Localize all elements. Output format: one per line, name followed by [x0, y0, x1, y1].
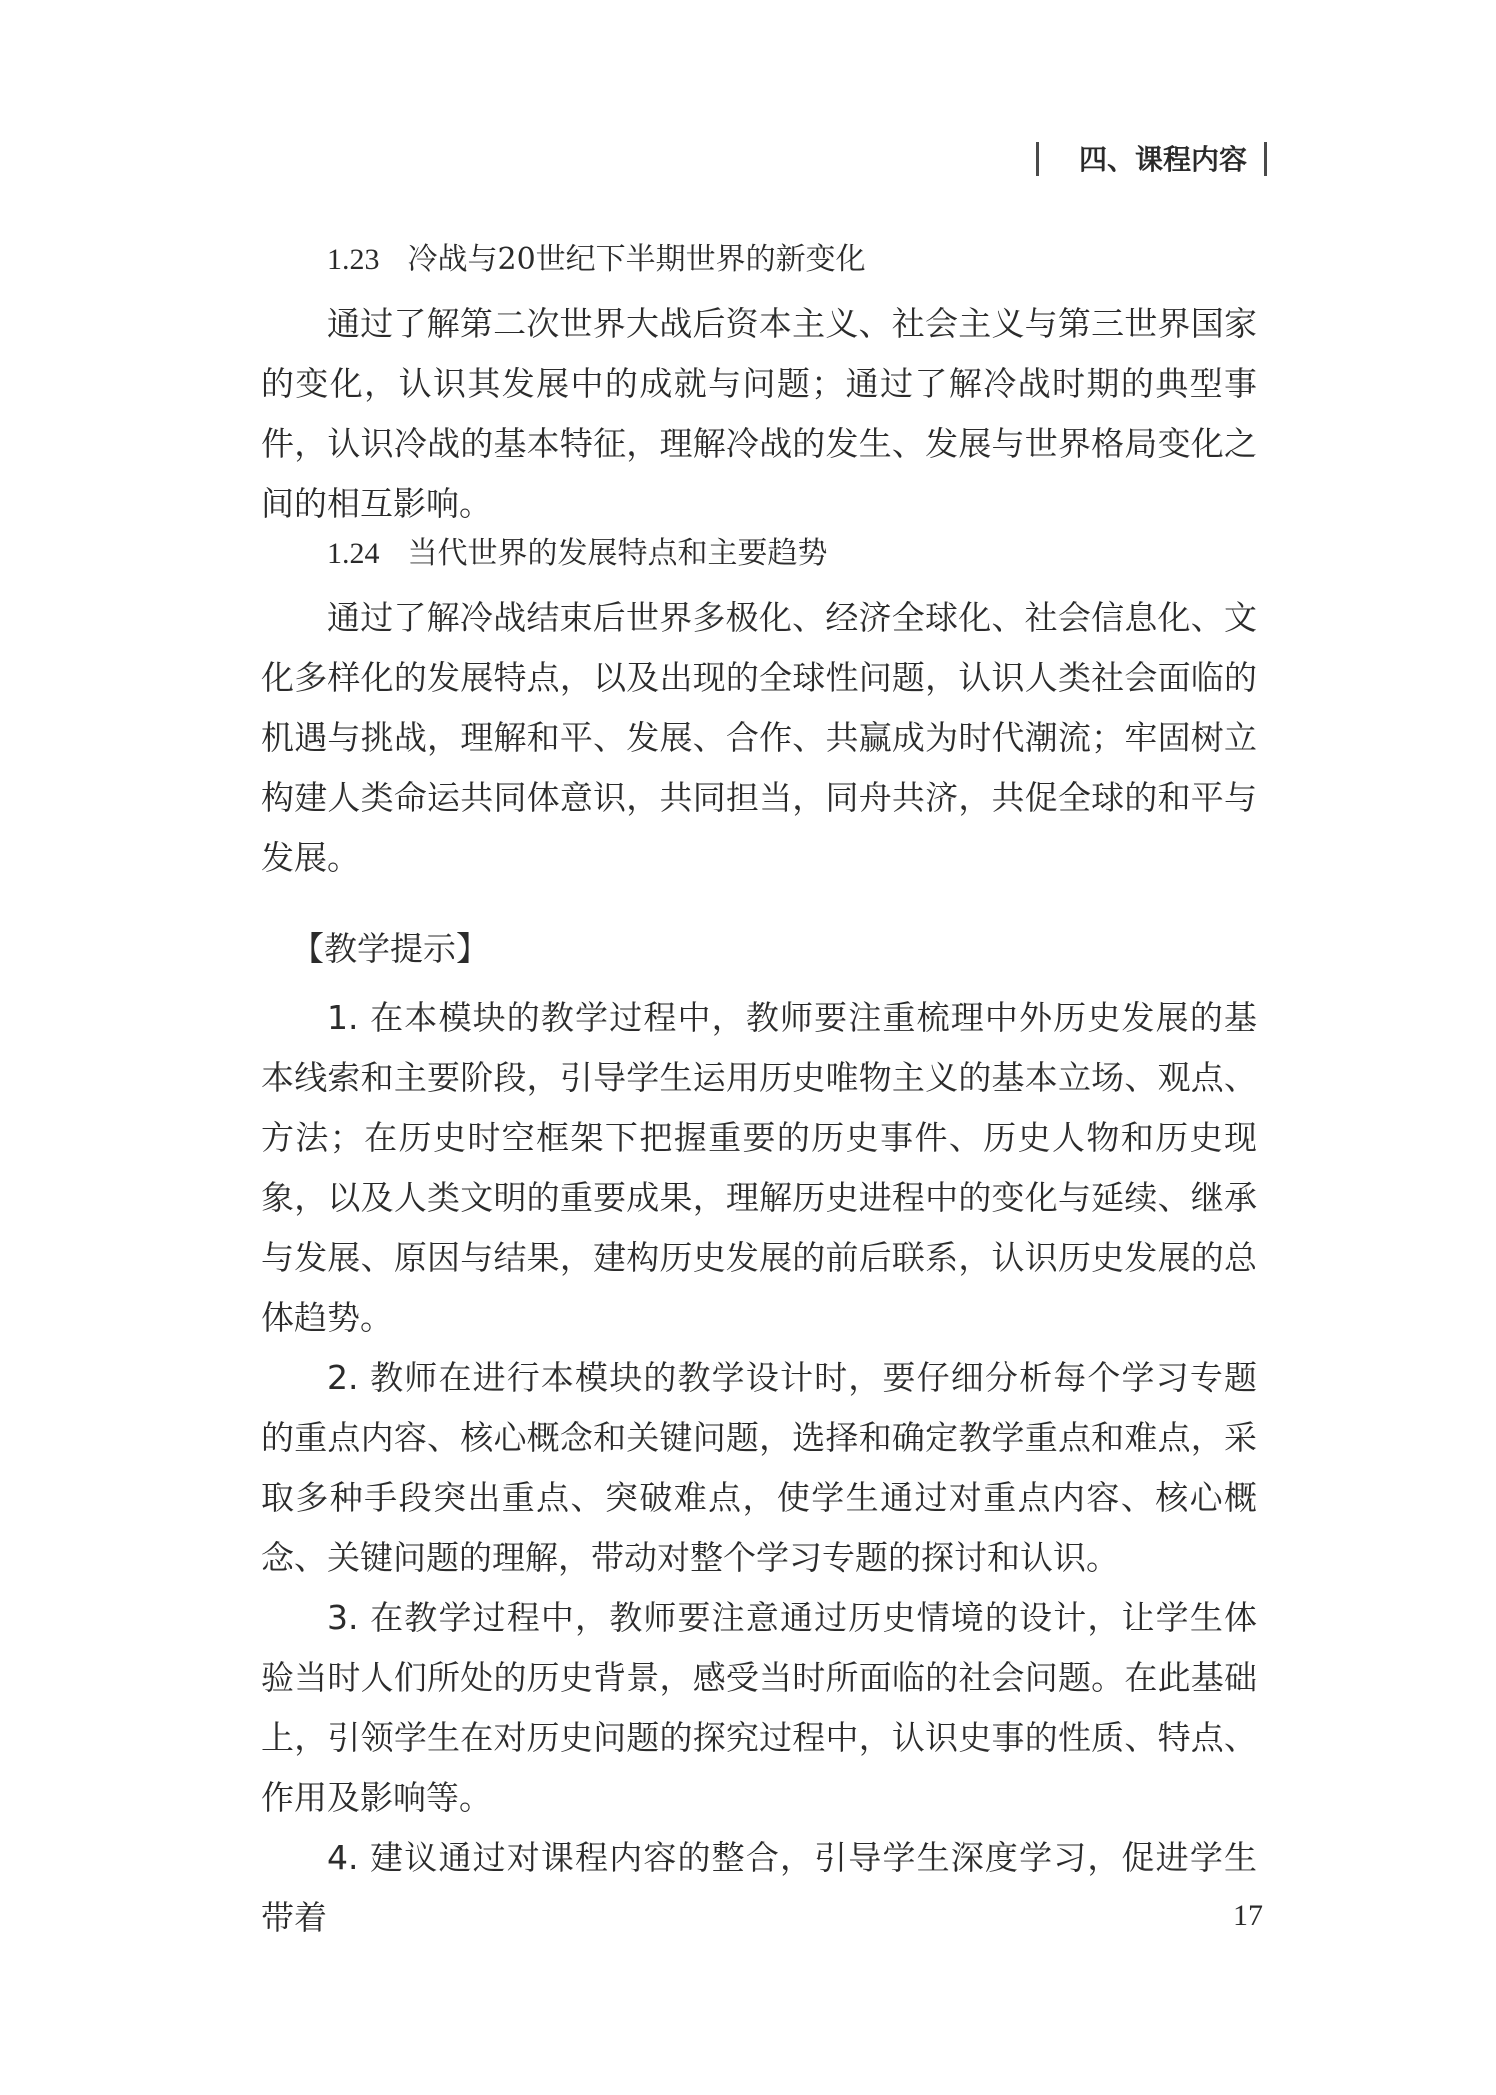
- section-heading-1-24: [327, 532, 828, 576]
- paragraph-1-24: 通过了解冷战结束后世界多极化、经济全球化、社会信息化、文化多样化的发展特点，以及出现的全球性问题，认识人类社会面临的机遇与挑战，理解和平、发展、合作、共赢成为时代潮流；牢固树立构建人类命运共同体意识，共同担当，同舟共济，共促全球的和平与发展。: [261, 598, 1257, 877]
- teaching-tip-2: 2. 教师在进行本模块的教学设计时，要仔细分析每个学习专题的重点内容、核心概念和关键问题，选择和确定教学重点和难点，采取多种手段突出重点、突破难点，使学生通过对重点内容、核心概念、关键问题的理解，带动对整个学习专题的探讨和认识。: [261, 1358, 1257, 1577]
- paragraph-1-23: 通过了解第二次世界大战后资本主义、社会主义与第三世界国家的变化，认识其发展中的成就与问题；通过了解冷战时期的典型事件，认识冷战的基本特征，理解冷战的发生、发展与世界格局变化之间的相互影响。: [261, 304, 1257, 523]
- teaching-tips-heading: 【教学提示】: [291, 929, 489, 968]
- teaching-tip-3: 3. 在教学过程中，教师要注意通过历史情境的设计，让学生体验当时人们所处的历史背景，感受当时所面临的社会问题。在此基础上，引领学生在对历史问题的探究过程中，认识史事的性质、特点、作用及影响等。: [261, 1598, 1257, 1817]
- section-title: 冷战与20世纪下半期世界的新变化: [407, 242, 866, 277]
- running-header-title: 四、课程内容: [1078, 143, 1247, 176]
- teaching-tip-4: 4. 建议通过对课程内容的整合，引导学生深度学习，促进学生带着: [261, 1838, 1257, 1937]
- teaching-tip-1: 1. 在本模块的教学过程中，教师要注重梳理中外历史发展的基本线索和主要阶段，引导学生运用历史唯物主义的基本立场、观点、方法；在历史时空框架下把握重要的历史事件、历史人物和历史现象，以及人类文明的重要成果，理解历史进程中的变化与延续、继承与发展、原因与结果，建构历史发展的前后联系，认识历史发展的总体趋势。: [261, 998, 1257, 1337]
- section-heading-1-23: [327, 238, 866, 282]
- page-number: 17: [1233, 1899, 1263, 1932]
- section-number: 1.24: [327, 537, 380, 570]
- header-right-rule: [1264, 142, 1267, 176]
- section-title: 当代世界的发展特点和主要趋势: [407, 536, 828, 571]
- header-left-rule: [1036, 142, 1039, 176]
- section-number: 1.23: [327, 243, 380, 276]
